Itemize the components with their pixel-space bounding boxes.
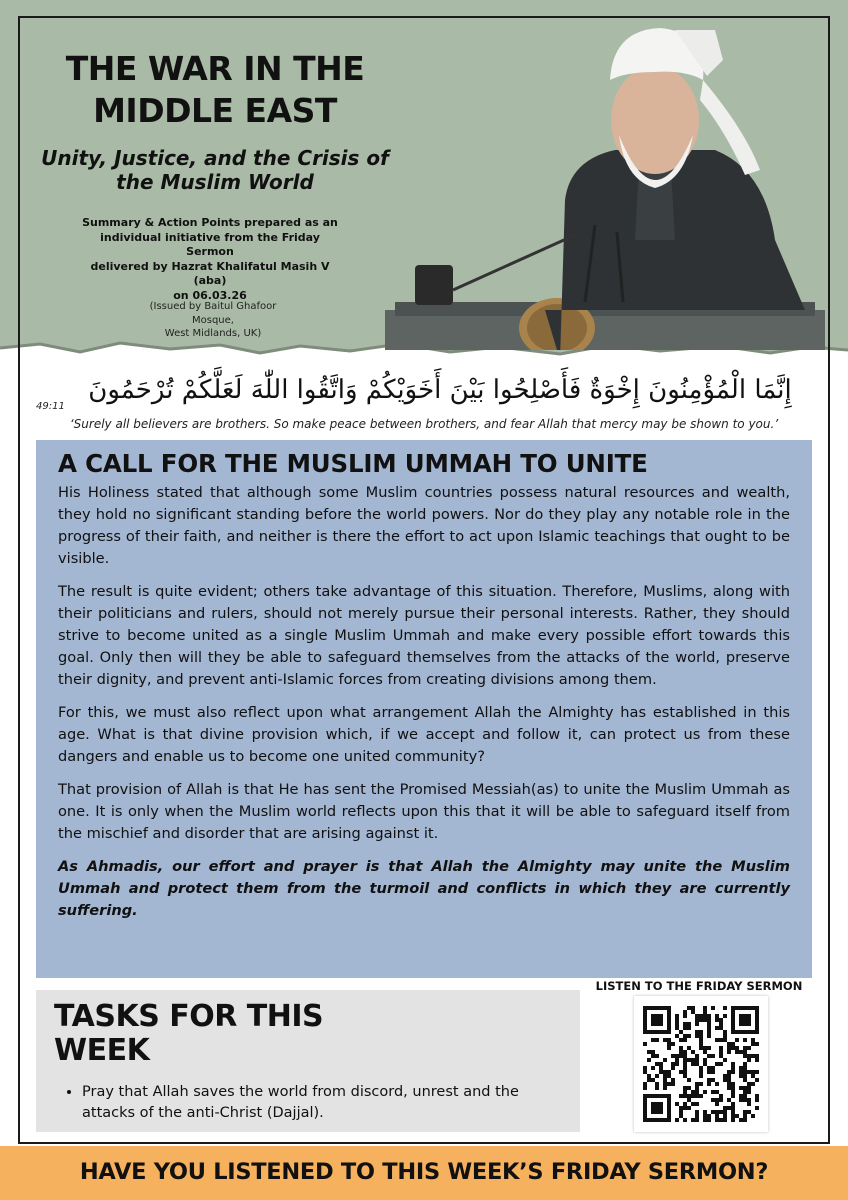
main-section xyxy=(36,440,812,978)
page-subtitle xyxy=(40,146,390,194)
tasks-heading xyxy=(54,1000,562,1068)
summary-line: individual initiative from the Friday Sermon xyxy=(100,230,320,258)
qr-card[interactable] xyxy=(634,996,768,1132)
quran-verse-arabic: إِنَّمَا الْمُؤْمِنُونَ إِخْوَةٌ فَأَصْلِحُوا بَيْنَ أَخَوَيْكُمْ وَاتَّقُوا اللّٰهَ لَعَلَّكُمْ تُرْحَمُونَ xyxy=(88,375,792,405)
task-item: • Pray that Allah saves the world from discord, unrest and the attacks of the anti-Christ (Dajjal). xyxy=(82,1082,562,1124)
tasks-heading-line-1: TASKS FOR THIS xyxy=(54,999,324,1034)
issued-by-note xyxy=(128,300,298,341)
main-paragraph: That provision of Allah is that He has sent the Promised Messiah(as) to unite the Muslim Ummah as one. It is only when the Muslim world reflects upon this that it will be able to safeguard itself from the mischief and disorder that are arising against it. xyxy=(58,781,790,842)
qr-code-icon[interactable] xyxy=(643,1006,759,1122)
subtitle-line-2: the Muslim World xyxy=(116,170,314,194)
listen-label: LISTEN TO THE FRIDAY SERMON xyxy=(595,979,803,993)
main-paragraph: The result is quite evident; others take advantage of this situation. Therefore, Muslims, along with their politicians and rulers, should not merely pursue their personal interests. Rather, they should strive to become united as a single Muslim Ummah and make every possible effort towards this goal. Only then will they be able to safeguard themselves from the attacks of the world, preserve their dignity, and prevent anti-Islamic forces from creating divisions among them. xyxy=(58,583,790,688)
subtitle-line-1: Unity, Justice, and the Crisis of xyxy=(41,146,389,170)
title-line-2: MIDDLE EAST xyxy=(93,91,337,130)
main-paragraph: For this, we must also reflect upon what arrangement Allah the Almighty has established in this age. What is that divine provision which, if we accept and follow it, can protect us from these dangers and enable us to become one united community? xyxy=(58,704,790,765)
summary-line: Summary & Action Points prepared as an xyxy=(82,216,338,229)
main-paragraph: His Holiness stated that although some Muslim countries possess natural resources and wealth, they hold no significant standing before the world powers. Nor do they play any notable role in the progress of their faith, and neither is there the effort to act upon Islamic teachings that ought to be visible. xyxy=(58,484,790,567)
bottom-banner: HAVE YOU LISTENED TO THIS WEEK’S FRIDAY SERMON? xyxy=(0,1146,848,1200)
issued-line: (Issued by Baitul Ghafoor Mosque, xyxy=(149,301,277,326)
title-line-1: THE WAR IN THE xyxy=(65,49,365,88)
summary-line: on 06.03.26 xyxy=(173,288,247,302)
tasks-heading-line-2: WEEK xyxy=(54,1033,150,1068)
main-paragraph-emphasis: As Ahmadis, our effort and prayer is that Allah the Almighty may unite the Muslim Ummah and protect them from the turmoil and conflicts in which they are currently suffering. xyxy=(58,858,790,919)
speaker-photo xyxy=(385,20,825,350)
summary-line: delivered by Hazrat Khalifatul Masih V (aba) xyxy=(90,259,330,287)
task-list xyxy=(54,1082,562,1124)
page-title xyxy=(40,48,390,132)
summary-note xyxy=(80,216,340,303)
issued-line: West Midlands, UK) xyxy=(164,328,262,339)
verse-reference: 49:11 xyxy=(36,401,65,412)
main-heading: A CALL FOR THE MUSLIM UMMAH TO UNITE xyxy=(58,449,648,478)
tasks-section xyxy=(36,990,580,1132)
verse-translation: ‘Surely all believers are brothers. So make peace between brothers, and fear Allah that mercy may be shown to you.’ xyxy=(69,417,779,431)
